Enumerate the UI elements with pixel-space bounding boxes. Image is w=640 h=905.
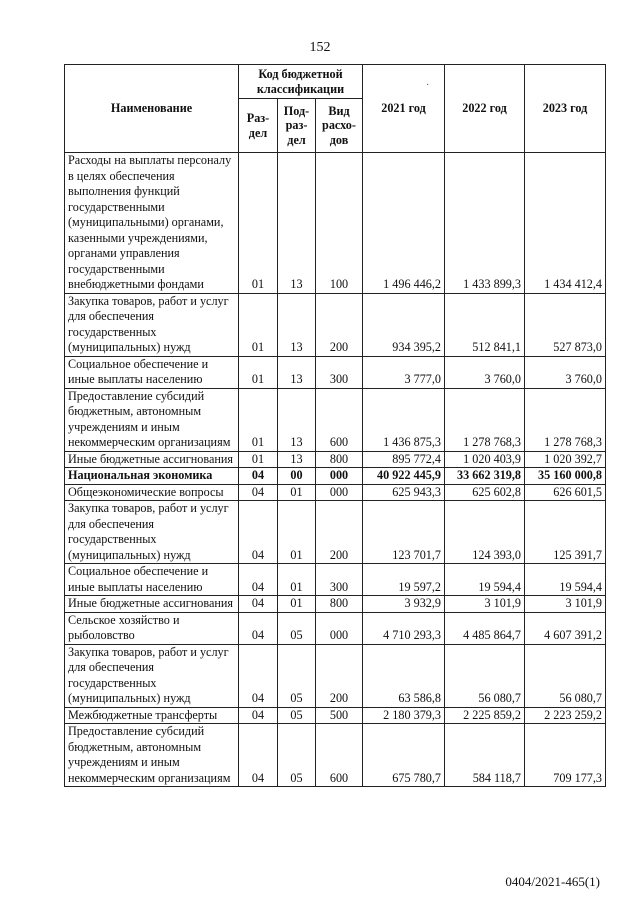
row-razdel: 04 [239, 484, 278, 501]
row-podrazdel: 01 [278, 484, 316, 501]
row-name: Иные бюджетные ассигнования [65, 451, 239, 468]
row-2023: 4 607 391,2 [525, 612, 606, 644]
row-2023: 125 391,7 [525, 501, 606, 564]
row-2022: 512 841,1 [445, 293, 525, 356]
row-podrazdel: 05 [278, 724, 316, 787]
row-podrazdel: 13 [278, 356, 316, 388]
row-name: Закупка товаров, работ и услуг для обеспечения государственных (муниципальных) нужд [65, 644, 239, 707]
header-razdel: Раз-дел [239, 99, 278, 153]
header-2021: 2021 год [363, 65, 445, 153]
row-razdel: 04 [239, 501, 278, 564]
row-razdel: 04 [239, 612, 278, 644]
row-2022: 1 433 899,3 [445, 153, 525, 294]
document-code: 0404/2021-465(1) [505, 874, 600, 889]
row-2022: 4 485 864,7 [445, 612, 525, 644]
row-podrazdel: 01 [278, 564, 316, 596]
row-2022: 3 760,0 [445, 356, 525, 388]
table-row [65, 596, 606, 613]
budget-table [64, 64, 606, 787]
row-podrazdel: 05 [278, 612, 316, 644]
table-row [65, 293, 606, 356]
row-2022: 1 278 768,3 [445, 388, 525, 451]
row-razdel: 04 [239, 468, 278, 485]
row-2021: 675 780,7 [363, 724, 445, 787]
row-razdel: 04 [239, 724, 278, 787]
row-name: Иные бюджетные ассигнования [65, 596, 239, 613]
row-vid: 800 [316, 596, 363, 613]
row-podrazdel: 13 [278, 153, 316, 294]
row-name: Социальное обеспечение и иные выплаты населению [65, 564, 239, 596]
row-2021: 63 586,8 [363, 644, 445, 707]
row-name: Национальная экономика [65, 468, 239, 485]
table-row [65, 612, 606, 644]
row-2021: 934 395,2 [363, 293, 445, 356]
row-name: Предоставление субсидий бюджетным, автономным учреждениям и иным некоммерческим организациям [65, 388, 239, 451]
row-name: Закупка товаров, работ и услуг для обеспечения государственных (муниципальных) нужд [65, 293, 239, 356]
header-vid: Вид расхо-дов [316, 99, 363, 153]
page-number: 152 [309, 40, 331, 55]
row-razdel: 01 [239, 388, 278, 451]
row-vid: 000 [316, 484, 363, 501]
row-vid: 300 [316, 356, 363, 388]
table-row [65, 388, 606, 451]
row-razdel: 01 [239, 153, 278, 294]
row-2023: 1 434 412,4 [525, 153, 606, 294]
row-podrazdel: 05 [278, 644, 316, 707]
row-2021: 19 597,2 [363, 564, 445, 596]
row-podrazdel: 05 [278, 707, 316, 724]
table-row [65, 564, 606, 596]
row-2022: 56 080,7 [445, 644, 525, 707]
row-2023: 709 177,3 [525, 724, 606, 787]
scan-dot-mark: · [426, 80, 430, 91]
row-vid: 200 [316, 293, 363, 356]
row-2023: 35 160 000,8 [525, 468, 606, 485]
row-name: Предоставление субсидий бюджетным, автономным учреждениям и иным некоммерческим организациям [65, 724, 239, 787]
row-name: Расходы на выплаты персоналу в целях обеспечения выполнения функций государственными (муниципальными) органами, казенными учреждениями, органами управления государственными внебюджетными фондами [65, 153, 239, 294]
row-2023: 2 223 259,2 [525, 707, 606, 724]
row-razdel: 04 [239, 596, 278, 613]
row-2021: 4 710 293,3 [363, 612, 445, 644]
row-2022: 33 662 319,8 [445, 468, 525, 485]
row-2021: 895 772,4 [363, 451, 445, 468]
row-2023: 3 101,9 [525, 596, 606, 613]
row-podrazdel: 13 [278, 388, 316, 451]
row-vid: 600 [316, 724, 363, 787]
row-vid: 800 [316, 451, 363, 468]
table-row [65, 501, 606, 564]
row-razdel: 01 [239, 293, 278, 356]
row-2021: 2 180 379,3 [363, 707, 445, 724]
table-body [65, 153, 606, 787]
header-2023: 2023 год [525, 65, 606, 153]
row-2022: 124 393,0 [445, 501, 525, 564]
row-2021: 1 436 875,3 [363, 388, 445, 451]
row-2023: 527 873,0 [525, 293, 606, 356]
row-name: Закупка товаров, работ и услуг для обеспечения государственных (муниципальных) нужд [65, 501, 239, 564]
row-name: Социальное обеспечение и иные выплаты населению [65, 356, 239, 388]
row-2021: 625 943,3 [363, 484, 445, 501]
header-code-group: Код бюджетной классификации [239, 65, 363, 99]
row-podrazdel: 13 [278, 293, 316, 356]
row-vid: 600 [316, 388, 363, 451]
row-2021: 1 496 446,2 [363, 153, 445, 294]
table-row [65, 707, 606, 724]
row-vid: 300 [316, 564, 363, 596]
table-row [65, 644, 606, 707]
row-name: Общеэкономические вопросы [65, 484, 239, 501]
row-vid: 200 [316, 501, 363, 564]
row-vid: 200 [316, 644, 363, 707]
table-row [65, 484, 606, 501]
row-2023: 19 594,4 [525, 564, 606, 596]
row-razdel: 04 [239, 564, 278, 596]
row-razdel: 01 [239, 451, 278, 468]
row-2022: 19 594,4 [445, 564, 525, 596]
row-2021: 40 922 445,9 [363, 468, 445, 485]
row-vid: 000 [316, 612, 363, 644]
row-razdel: 04 [239, 644, 278, 707]
row-2021: 3 777,0 [363, 356, 445, 388]
row-2023: 1 278 768,3 [525, 388, 606, 451]
row-podrazdel: 01 [278, 596, 316, 613]
row-2022: 2 225 859,2 [445, 707, 525, 724]
row-2023: 626 601,5 [525, 484, 606, 501]
table-row [65, 451, 606, 468]
row-razdel: 01 [239, 356, 278, 388]
row-2022: 3 101,9 [445, 596, 525, 613]
table-row [65, 153, 606, 294]
row-2023: 56 080,7 [525, 644, 606, 707]
row-2022: 1 020 403,9 [445, 451, 525, 468]
row-name: Межбюджетные трансферты [65, 707, 239, 724]
table-row [65, 724, 606, 787]
header-podrazdel: Под-раз-дел [278, 99, 316, 153]
header-2022: 2022 год [445, 65, 525, 153]
table-row [65, 468, 606, 485]
row-2023: 1 020 392,7 [525, 451, 606, 468]
table-row [65, 356, 606, 388]
row-podrazdel: 01 [278, 501, 316, 564]
row-vid: 100 [316, 153, 363, 294]
row-vid: 500 [316, 707, 363, 724]
row-2021: 123 701,7 [363, 501, 445, 564]
row-razdel: 04 [239, 707, 278, 724]
row-podrazdel: 00 [278, 468, 316, 485]
header-name: Наименование [65, 65, 239, 153]
row-vid: 000 [316, 468, 363, 485]
row-2022: 625 602,8 [445, 484, 525, 501]
row-2022: 584 118,7 [445, 724, 525, 787]
row-2023: 3 760,0 [525, 356, 606, 388]
row-podrazdel: 13 [278, 451, 316, 468]
row-name: Сельское хозяйство и рыболовство [65, 612, 239, 644]
row-2021: 3 932,9 [363, 596, 445, 613]
